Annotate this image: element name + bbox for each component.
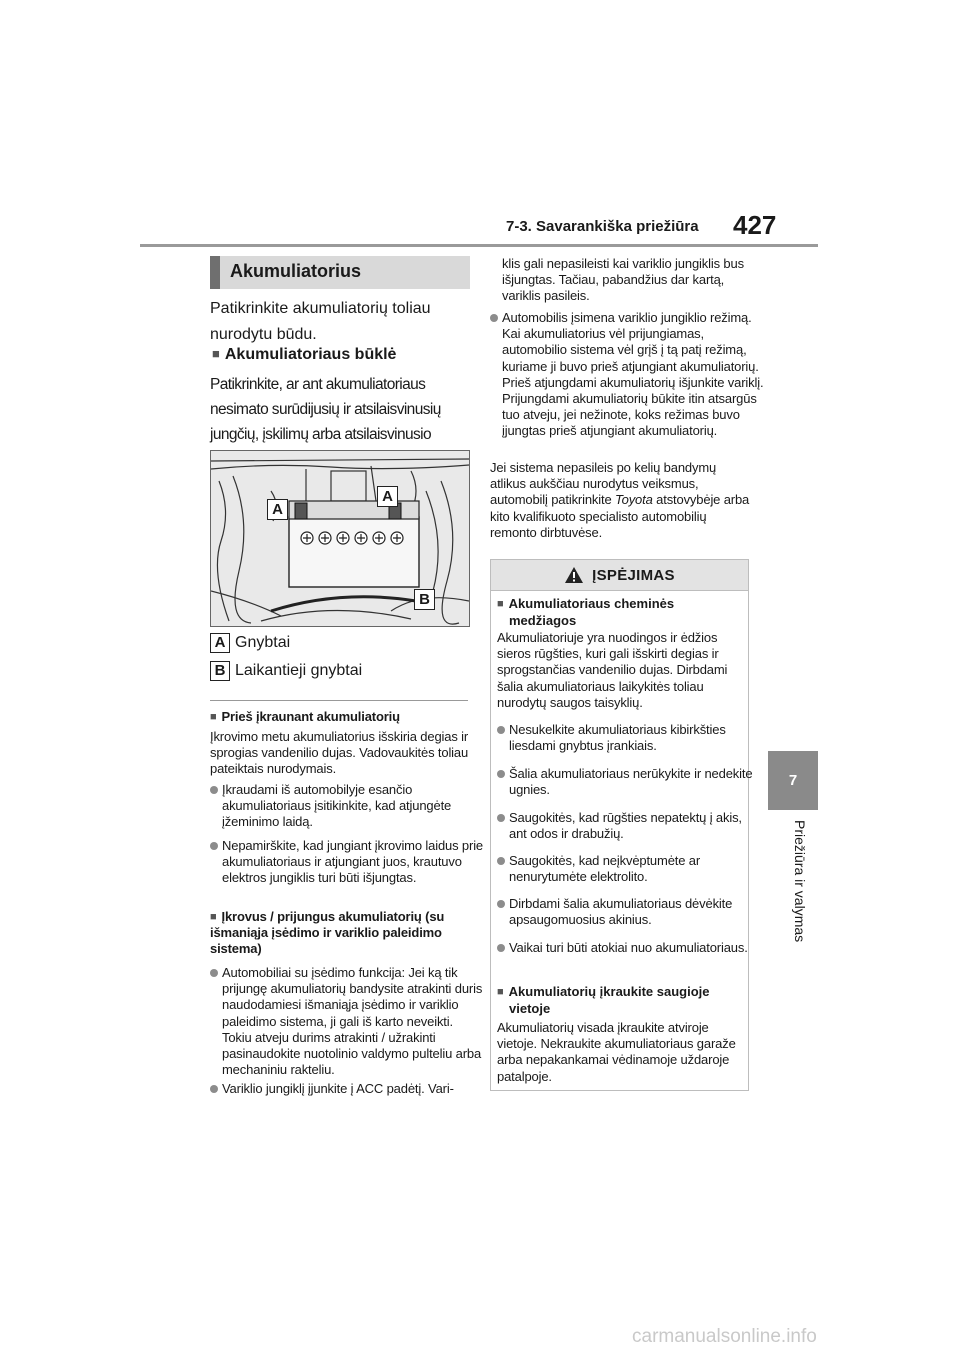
- chapter-number: 7: [788, 772, 798, 789]
- section-title-bar: [210, 256, 470, 289]
- square-bullet-icon: ■: [210, 911, 217, 923]
- figure-label-b: B: [414, 589, 435, 610]
- warning-header: [491, 560, 748, 591]
- chapter-label: Priežiūra ir valymas: [792, 820, 808, 943]
- square-bullet-icon: ■: [497, 598, 504, 610]
- legend-key-a: A: [210, 633, 230, 653]
- header-rule: [140, 244, 818, 247]
- legend-text-a: Gnybtai: [235, 634, 291, 651]
- brand-name: Toyota: [615, 492, 653, 508]
- figure-label-a-left: A: [267, 499, 288, 520]
- battery-figure: [210, 450, 470, 627]
- legend-item-b: [210, 661, 410, 681]
- chapter-tab[interactable]: [768, 751, 818, 810]
- warning-box: [490, 559, 753, 1091]
- before-charging-heading: ■ Prieš įkraunant akumuliatorių: [210, 709, 400, 724]
- square-bullet-icon: ■: [210, 711, 217, 723]
- warning-place-heading: ■ Akumuliatorių įkraukite saugioje vietoje: [497, 984, 710, 1016]
- divider: [210, 700, 468, 701]
- square-bullet-icon: ■: [497, 986, 504, 998]
- after-charging-bullet-1: Automobiliai su įsėdimo funkcija: Jei ką tik prijungę akumuliatorių bandysite atrakinti duris naudodamiesi išmaniąja įsėdimo ir variklio paleidimo sistema, ji gali iš karto neveikti. Tokiu atveju durims atrakinti / užrakinti pasinaudokite nuotolinio valdymo pulteliu arba mechaniniu rakteliu.: [210, 965, 484, 1078]
- warning-title: ĮSPĖJIMAS: [592, 566, 675, 584]
- watermark: carmanualsonline.info: [632, 1326, 817, 1347]
- warning-bullet-2: Šalia akumuliatoriaus nerūkykite ir nedekite ugnies.: [497, 766, 755, 798]
- before-charging-bullet-1: Įkraudami iš automobilyje esančio akumuliatoriaus įsitikinkite, kad atjungėte įžeminimo laidą.: [210, 782, 484, 831]
- after-charging-bullet-3: Automobilis įsimena variklio jungiklio režimą. Kai akumuliatorius vėl prijungiamas, automobilio sistema vėl grįš į tą patį režimą, kuriame ji buvo prieš atjungiant akumuliatorių. Prieš atjungdami akumuliatorių išjunkite variklį. Prijungdami akumuliatorių būkite itin atsargūs tuo atveju, jei nežinote, koks režimas buvo įjungtas prieš atjungiant akumuliatorių.: [490, 310, 766, 440]
- bullet-dot-icon: [497, 770, 505, 778]
- warning-chem-text: Akumuliatoriuje yra nuodingos ir ėdžios sieros rūgšties, kuri gali išskirti degias ir sprogstančias vandenilio dujas. Dirbdami šalia akumuliatoriaus laikykitės toliau nurodytų saugos taisyklių.: [497, 630, 728, 710]
- bullet-dot-icon: [497, 726, 505, 734]
- warning-chem-heading: ■ Akumuliatoriaus cheminės medžiagos: [497, 596, 675, 628]
- warning-bullet-4: Saugokitės, kad neįkvėptumėte ar nenurytumėte elektrolito.: [497, 853, 755, 885]
- legend-item-a: [210, 633, 410, 653]
- condition-heading: ■ Akumuliatoriaus būklė: [212, 346, 397, 363]
- before-charging-text: Įkrovimo metu akumuliatorius išskiria degias ir sprogias vandenilio dujas. Vadovaukitės toliau pateiktais nurodymais.: [210, 729, 469, 777]
- warning-triangle-icon: [564, 566, 584, 584]
- square-bullet-icon: ■: [212, 346, 220, 361]
- warning-bullet-3: Saugokitės, kad rūgšties nepatektų į akis, ant odos ir drabužių.: [497, 810, 755, 842]
- bullet-dot-icon: [210, 786, 218, 794]
- bullet-dot-icon: [497, 814, 505, 822]
- condition-text: Patikrinkite, ar ant akumuliatoriaus nesimato surūdijusių ir atsilaisvinusių jungčių, įskilimų arba atsilaisvinusio: [210, 376, 441, 443]
- warning-place-text: Akumuliatorių visada įkraukite atviroje vietoje. Nekraukite akumuliatoriaus garaže arba nepakankamai vėdinamoje uždaroje patalpoje.: [497, 1020, 736, 1084]
- warning-bullet-1: Nesukelkite akumuliatoriaus kibirkšties liesdami gnybtus įrankiais.: [497, 722, 755, 754]
- after-charging-bullet-2-start: Variklio jungiklį įjunkite į ACC padėtį. Vari-: [210, 1081, 484, 1097]
- figure-label-a-right: A: [377, 486, 398, 507]
- bullet-dot-icon: [210, 969, 218, 977]
- section-title: Akumuliatorius: [230, 261, 362, 281]
- warning-bullet-5: Dirbdami šalia akumuliatoriaus dėvėkite apsaugomuosius akinius.: [497, 896, 755, 928]
- bullet-dot-icon: [497, 900, 505, 908]
- after-charging-bullet-2-continued: klis gali nepasileisti kai variklio jungiklis bus išjungtas. Tačiau, pabandžius dar kartą, variklis pasileis.: [502, 256, 744, 304]
- after-charging-closing: Jei sistema nepasileis po kelių bandymų atlikus aukščiau nurodytus veiksmus, automobilį patikrinkite Toyota atstovybėje arba kito kvalifikuoto specialisto automobilių remonto dirbtuvėse.: [490, 460, 750, 540]
- legend-text-b: Laikantieji gnybtai: [235, 662, 363, 679]
- bullet-dot-icon: [490, 314, 498, 322]
- section-header-title: 7-3. Savarankiška priežiūra: [506, 218, 699, 235]
- bullet-dot-icon: [497, 857, 505, 865]
- warning-bullet-6: Vaikai turi būti atokiai nuo akumuliatoriaus.: [497, 940, 755, 956]
- after-charging-heading: ■ Įkrovus / prijungus akumuliatorių (su išmaniąja įsėdimo ir variklio paleidimo sistema): [210, 909, 445, 957]
- before-charging-bullet-2: Nepamirškite, kad jungiant įkrovimo laidus prie akumuliatoriaus ir atjungiant juos, krautuvo elektros jungiklis turi būti išjungtas.: [210, 838, 484, 887]
- bullet-dot-icon: [497, 944, 505, 952]
- bullet-dot-icon: [210, 1085, 218, 1093]
- intro-text: Patikrinkite akumuliatorių toliau nurodytu būdu.: [210, 300, 431, 343]
- bullet-dot-icon: [210, 842, 218, 850]
- legend-key-b: B: [210, 661, 230, 681]
- page-number: 427: [733, 210, 777, 240]
